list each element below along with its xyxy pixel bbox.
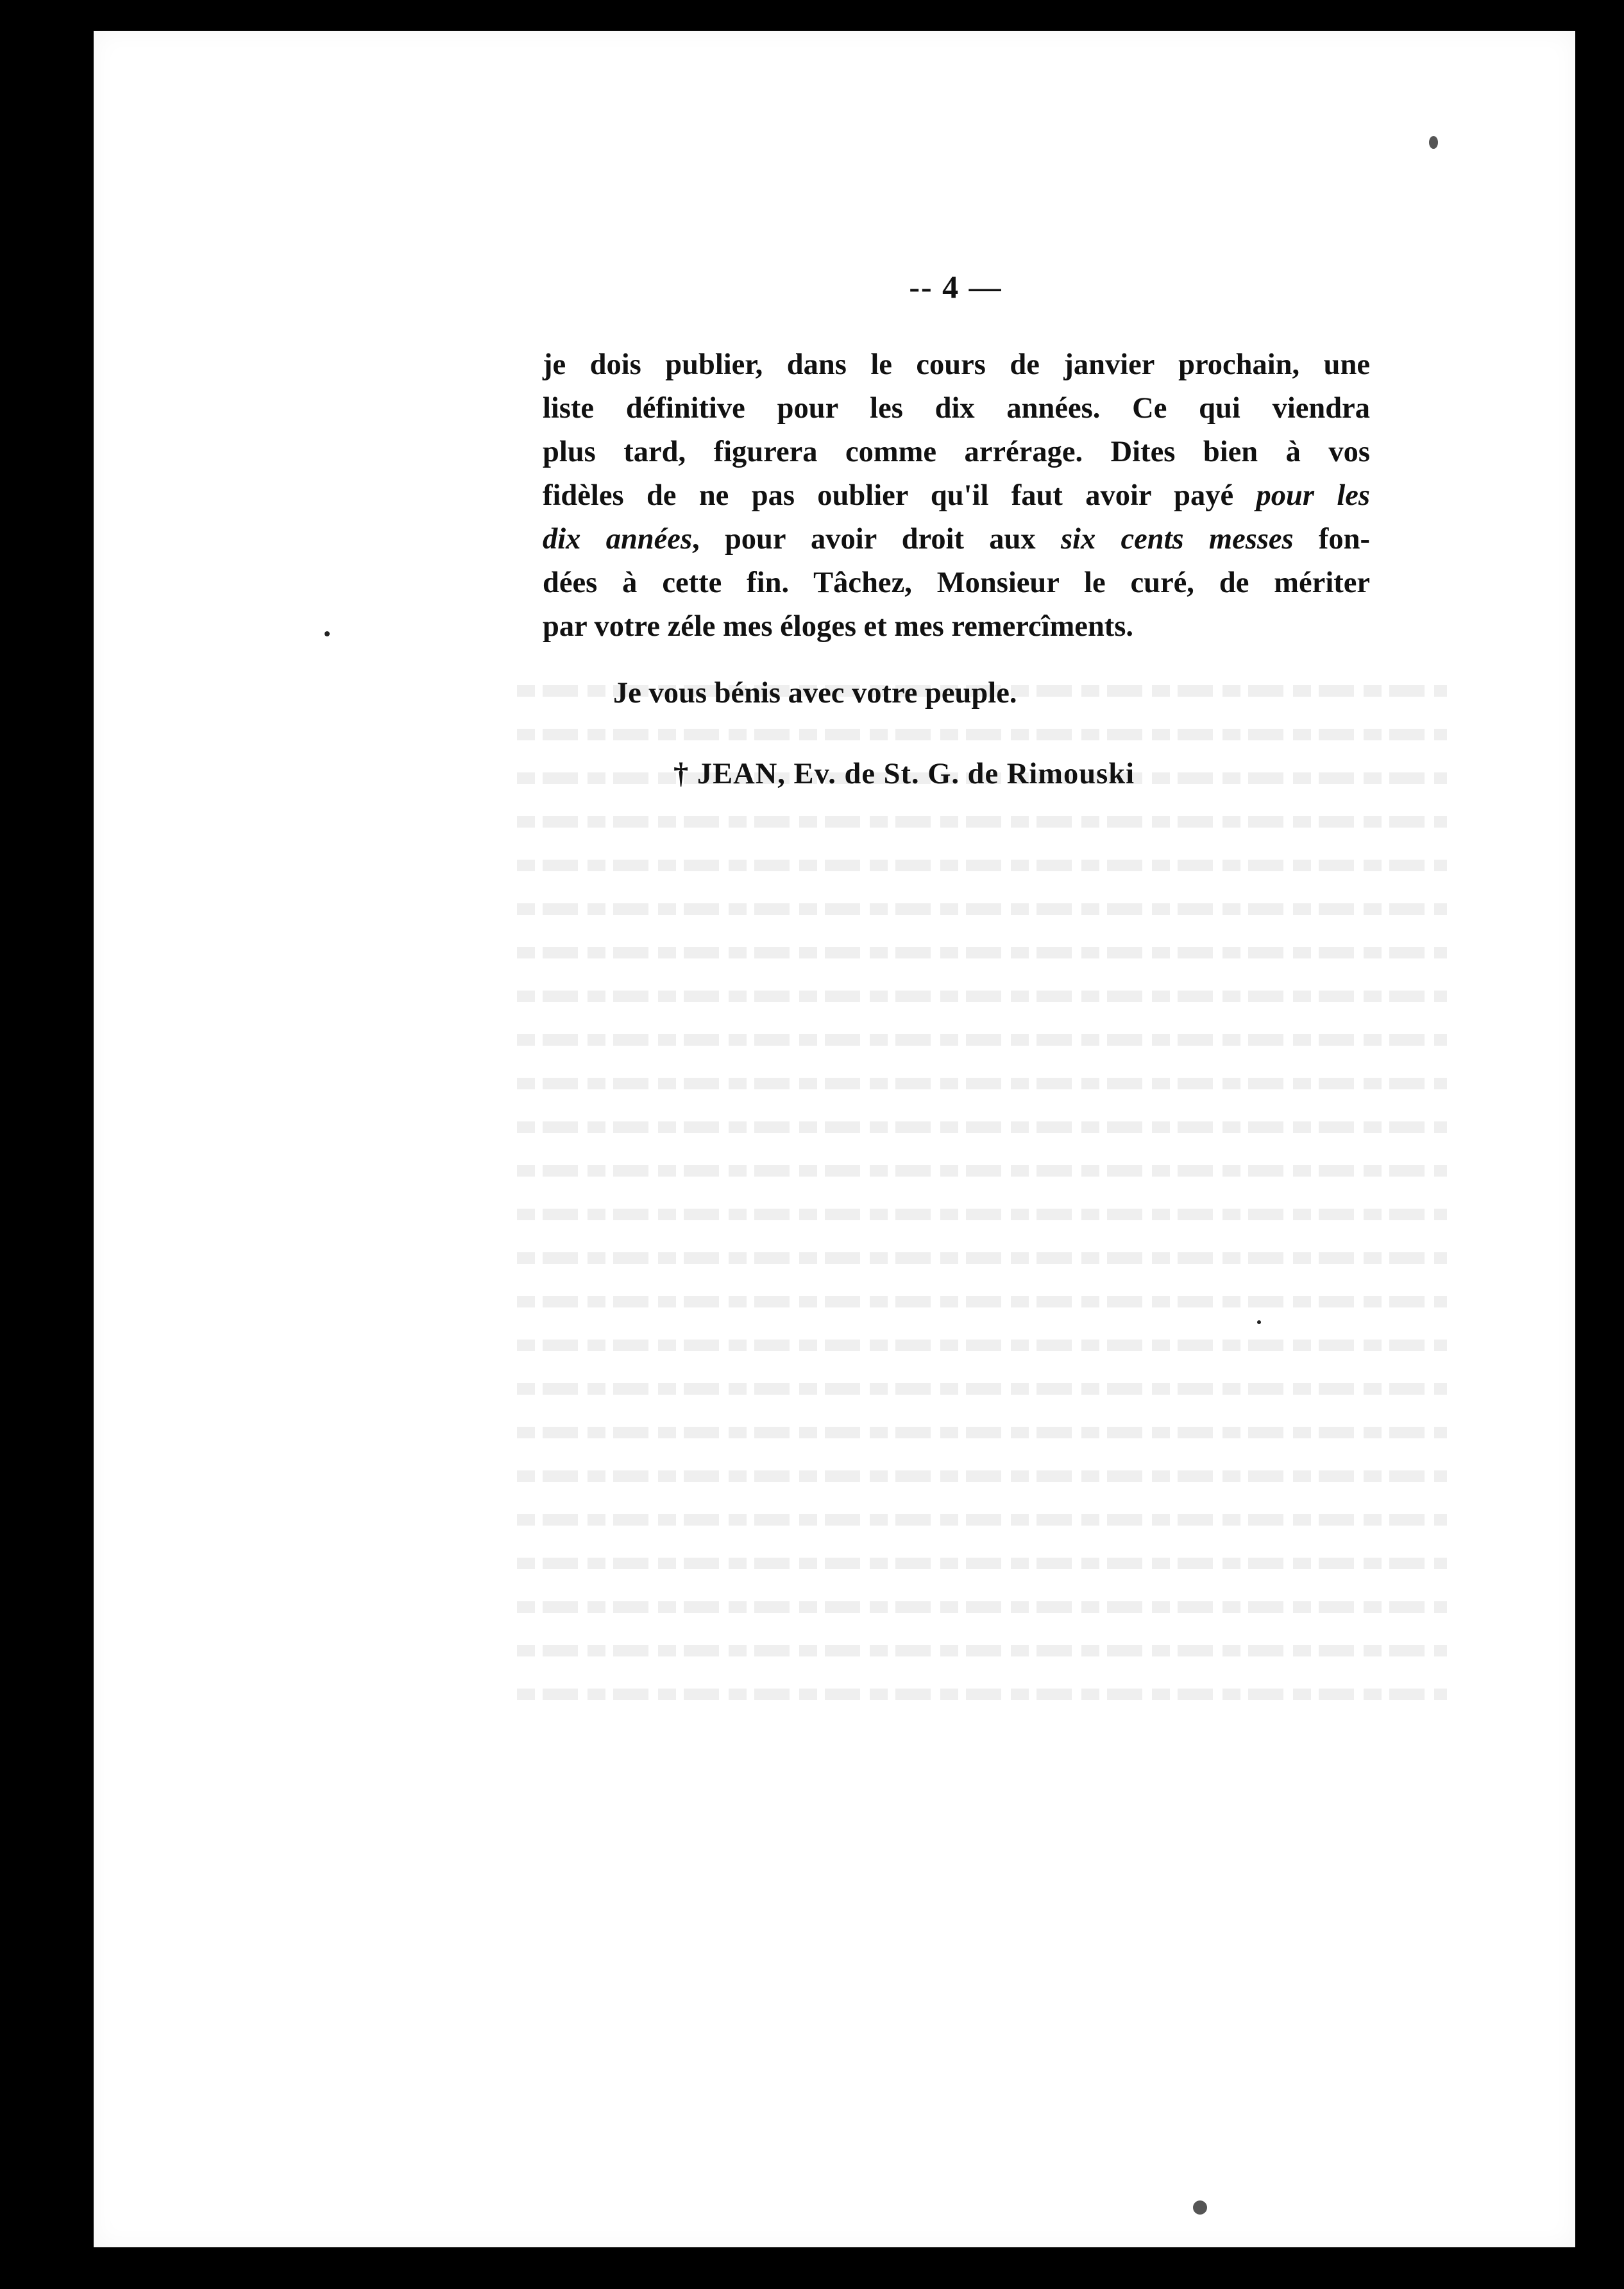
bleed-line [517,903,1447,915]
body-line-text: fidèles de ne pas oublier qu'il faut avoir payé [543,479,1256,512]
body-line: par votre zéle mes éloges et mes remercîments. [543,610,1134,643]
closing-line: Je vous bénis avec votre peuple. [613,677,1017,710]
bleed-line [517,991,1447,1002]
body-line: je dois publier, dans le cours de janvier prochain, une [543,348,1370,381]
body-line-italic: pour les [1256,479,1370,512]
bleed-line [517,1078,1447,1089]
bleed-line [517,1296,1447,1307]
body-line-text: , pour avoir droit aux [692,523,1061,556]
bleed-line [517,816,1447,828]
body-line: plus tard, figurera comme arrérage. Dites bien à vos [543,436,1370,468]
scan-speck [1193,2200,1207,2215]
bleed-line [517,1558,1447,1569]
bleed-line [517,729,1447,740]
bleed-line [517,1470,1447,1482]
bleed-line [517,1427,1447,1438]
bleed-line [517,1209,1447,1220]
body-line: dées à cette fin. Tâchez, Monsieur le curé, de mériter [543,566,1370,599]
signature: † JEAN, Ev. de St. G. de Rimouski [673,758,1135,790]
page-number: -- 4 — [909,269,1002,305]
body-line-italic: six cents messes [1060,523,1294,556]
body-line: liste définitive pour les dix années. Ce qui viendra [543,392,1370,425]
bleed-line [517,1383,1447,1395]
bleed-line [517,1252,1447,1264]
bleed-line [517,1165,1447,1177]
show-through-bleed [517,685,1447,1744]
bleed-line [517,1645,1447,1656]
bleed-line [517,1121,1447,1133]
body-line [543,518,1370,561]
body-line [543,474,1370,518]
bleed-line [517,860,1447,871]
scan-speck [1429,136,1438,149]
bleed-line [517,1514,1447,1526]
bleed-line [517,947,1447,958]
bleed-line [517,1034,1447,1046]
bleed-line [517,1340,1447,1351]
scan-speck [325,631,330,636]
letter-body [543,343,1370,649]
scan-speck [1257,1320,1261,1324]
bleed-line [517,1601,1447,1613]
bleed-line [517,1689,1447,1700]
body-line-italic: dix années [543,523,693,556]
body-line-text: fon- [1293,523,1371,556]
